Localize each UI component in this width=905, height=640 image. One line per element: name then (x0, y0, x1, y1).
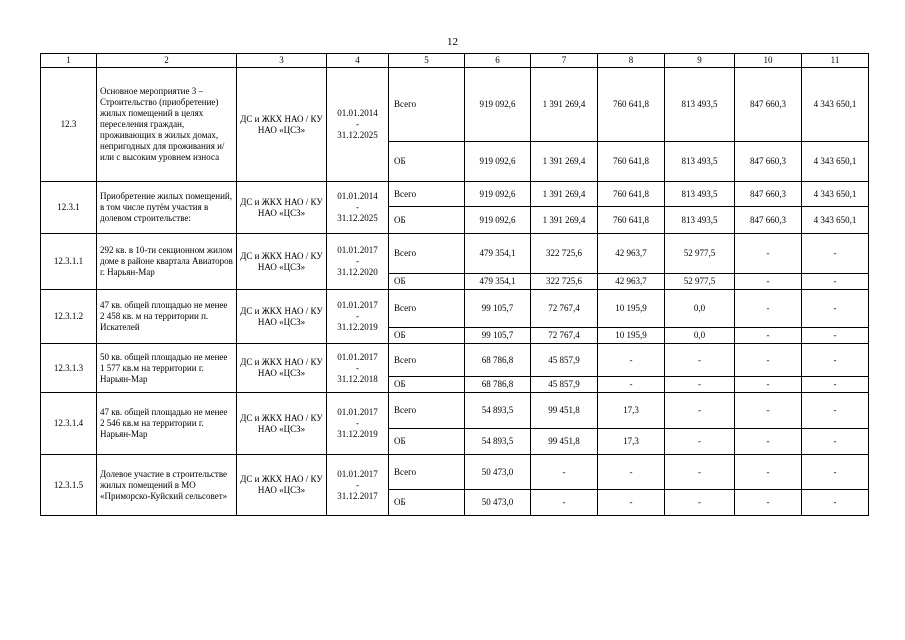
amount-cell-11: - (802, 393, 869, 429)
amount-cell-8: - (598, 344, 665, 377)
funding-source-text: ОБ (394, 214, 406, 225)
item-executor: ДС и ЖКХ НАО / КУ НАО «ЦСЗ» (237, 68, 327, 182)
amount-cell-11: - (802, 328, 869, 344)
item-period (327, 234, 389, 290)
amount-cell-6: 99 105,7 (465, 290, 531, 328)
item-name: 292 кв. в 10-ти секционном жилом доме в районе квартала Авиаторов г. Нарьян-Мар (97, 234, 237, 290)
item-name: Основное мероприятие 3 – Строительство (приобретение) жилых помещений в целях переселения граждан, проживающих в жилых домах, непригодных для проживания и/или с высоким уровнем износа (97, 68, 237, 182)
amount-cell-6: 50 473,0 (465, 490, 531, 516)
funding-source-text: ОБ (394, 156, 406, 166)
funding-source-label (389, 490, 465, 516)
amount-cell-7: - (531, 490, 598, 516)
amount-cell-6: 68 786,8 (465, 377, 531, 393)
amount-cell-7: - (531, 455, 598, 490)
col-header-2: 2 (97, 54, 237, 68)
amount-cell-9: 0,0 (665, 328, 735, 344)
item-name: 50 кв. общей площадью не менее 1 577 кв.м на территории г. Нарьян-Мар (97, 344, 237, 393)
funding-source-label (389, 290, 465, 328)
period-end: 31.12.2018 (337, 373, 378, 384)
funding-source-text: ОБ (394, 436, 406, 446)
amount-cell-10: - (735, 274, 802, 290)
amount-cell-7: 99 451,8 (531, 429, 598, 455)
amount-cell-7: 1 391 269,4 (531, 142, 598, 182)
amount-cell-8: 760 641,8 (598, 68, 665, 142)
funding-source-label (389, 182, 465, 207)
amount-cell-6: 68 786,8 (465, 344, 531, 377)
col-header-6: 6 (465, 54, 531, 68)
item-name: 47 кв. общей площадью не менее 2 546 кв.м на территории г. Нарьян-Мар (97, 393, 237, 455)
amount-cell-7: 99 451,8 (531, 393, 598, 429)
amount-cell-9: 0,0 (665, 290, 735, 328)
funding-source-text: Всего (394, 405, 417, 415)
amount-cell-6: 54 893,5 (465, 393, 531, 429)
amount-cell-8: - (598, 490, 665, 516)
amount-cell-6: 50 473,0 (465, 455, 531, 490)
header-row (41, 54, 869, 68)
amount-cell-9: - (665, 393, 735, 429)
amount-cell-7: 322 725,6 (531, 274, 598, 290)
col-header-4: 4 (327, 54, 389, 68)
amount-cell-8: 760 641,8 (598, 182, 665, 207)
amount-cell-6: 919 092,6 (465, 68, 531, 142)
period-dash: - (356, 119, 359, 129)
funding-source-text: Всего (394, 354, 417, 365)
period-end: 31.12.2017 (337, 490, 378, 501)
funding-source-text: ОБ (394, 379, 406, 389)
col-header-11: 11 (802, 54, 869, 68)
funding-source-text: ОБ (394, 330, 406, 340)
amount-cell-9: - (665, 455, 735, 490)
funding-source-label (389, 142, 465, 182)
amount-cell-11: - (802, 429, 869, 455)
item-period (327, 393, 389, 455)
amount-cell-8: - (598, 455, 665, 490)
period-start: 01.01.2017 (337, 407, 378, 417)
amount-cell-11: 4 343 650,1 (802, 207, 869, 234)
amount-cell-10: - (735, 234, 802, 274)
item-period (327, 290, 389, 344)
item-executor: ДС и ЖКХ НАО / КУ НАО «ЦСЗ» (237, 455, 327, 516)
amount-cell-10: - (735, 455, 802, 490)
item-code: 12.3 (41, 68, 97, 182)
amount-cell-11: - (802, 490, 869, 516)
item-code: 12.3.1.2 (41, 290, 97, 344)
period-start: 01.01.2014 (337, 191, 378, 201)
amount-cell-10: - (735, 344, 802, 377)
page-number: 12 (447, 36, 458, 48)
col-header-1: 1 (41, 54, 97, 68)
funding-source-label (389, 68, 465, 142)
funding-source-label (389, 377, 465, 393)
item-executor: ДС и ЖКХ НАО / КУ НАО «ЦСЗ» (237, 182, 327, 234)
amount-cell-6: 479 354,1 (465, 274, 531, 290)
period-end: 31.12.2019 (337, 429, 378, 439)
funding-source-label (389, 328, 465, 344)
amount-cell-10: - (735, 328, 802, 344)
period-end: 31.12.2025 (337, 130, 378, 140)
table-row (41, 68, 869, 142)
amount-cell-9: 813 493,5 (665, 68, 735, 142)
program-table (40, 53, 869, 516)
funding-source-text: Всего (394, 466, 417, 477)
amount-cell-7: 45 857,9 (531, 377, 598, 393)
amount-cell-8: 760 641,8 (598, 142, 665, 182)
amount-cell-10: 847 660,3 (735, 207, 802, 234)
funding-source-text: ОБ (394, 497, 406, 507)
amount-cell-8: 17,3 (598, 429, 665, 455)
item-executor: ДС и ЖКХ НАО / КУ НАО «ЦСЗ» (237, 344, 327, 393)
amount-cell-9: 813 493,5 (665, 182, 735, 207)
funding-source-text: Всего (394, 99, 417, 109)
amount-cell-6: 919 092,6 (465, 182, 531, 207)
amount-cell-11: 4 343 650,1 (802, 182, 869, 207)
period-start: 01.01.2017 (337, 300, 378, 310)
funding-source-label (389, 393, 465, 429)
col-header-3: 3 (237, 54, 327, 68)
amount-cell-8: 10 195,9 (598, 290, 665, 328)
period-dash: - (356, 311, 359, 321)
period-dash: - (356, 418, 359, 428)
item-period (327, 68, 389, 182)
item-code: 12.3.1 (41, 182, 97, 234)
amount-cell-9: 52 977,5 (665, 234, 735, 274)
amount-cell-9: - (665, 429, 735, 455)
amount-cell-7: 322 725,6 (531, 234, 598, 274)
col-header-9: 9 (665, 54, 735, 68)
amount-cell-11: - (802, 290, 869, 328)
amount-cell-6: 919 092,6 (465, 207, 531, 234)
period-dash: - (356, 256, 359, 266)
item-executor: ДС и ЖКХ НАО / КУ НАО «ЦСЗ» (237, 234, 327, 290)
period-dash: - (356, 362, 359, 373)
period-end: 31.12.2025 (337, 213, 378, 223)
amount-cell-10: 847 660,3 (735, 182, 802, 207)
period-start: 01.01.2014 (337, 108, 378, 118)
amount-cell-7: 72 767,4 (531, 328, 598, 344)
item-name: Приобретение жилых помещений, в том числе путём участия в долевом строительстве: (97, 182, 237, 234)
amount-cell-8: 10 195,9 (598, 328, 665, 344)
item-executor: ДС и ЖКХ НАО / КУ НАО «ЦСЗ» (237, 290, 327, 344)
amount-cell-11: 4 343 650,1 (802, 68, 869, 142)
period-end: 31.12.2019 (337, 322, 378, 332)
table-row (41, 455, 869, 490)
table-row (41, 290, 869, 328)
amount-cell-6: 54 893,5 (465, 429, 531, 455)
item-period (327, 182, 389, 234)
amount-cell-9: - (665, 377, 735, 393)
item-period (327, 455, 389, 516)
item-code: 12.3.1.1 (41, 234, 97, 290)
item-code: 12.3.1.3 (41, 344, 97, 393)
amount-cell-10: - (735, 429, 802, 455)
item-name: Долевое участие в строительстве жилых помещений в МО «Приморско-Куйский сельсовет» (97, 455, 237, 516)
funding-source-label (389, 429, 465, 455)
funding-source-label (389, 455, 465, 490)
amount-cell-11: - (802, 274, 869, 290)
period-end: 31.12.2020 (337, 267, 378, 277)
period-start: 01.01.2017 (337, 245, 378, 255)
col-header-7: 7 (531, 54, 598, 68)
funding-source-label (389, 207, 465, 234)
amount-cell-10: 847 660,3 (735, 142, 802, 182)
amount-cell-9: 813 493,5 (665, 142, 735, 182)
funding-source-text: Всего (394, 248, 417, 258)
amount-cell-7: 1 391 269,4 (531, 207, 598, 234)
amount-cell-8: 760 641,8 (598, 207, 665, 234)
amount-cell-8: - (598, 377, 665, 393)
amount-cell-6: 99 105,7 (465, 328, 531, 344)
item-period (327, 344, 389, 393)
table-row (41, 234, 869, 274)
amount-cell-10: - (735, 490, 802, 516)
funding-source-label (389, 234, 465, 274)
amount-cell-8: 42 963,7 (598, 234, 665, 274)
amount-cell-11: - (802, 455, 869, 490)
funding-source-label (389, 344, 465, 377)
amount-cell-10: - (735, 377, 802, 393)
amount-cell-10: - (735, 290, 802, 328)
amount-cell-11: - (802, 234, 869, 274)
item-name: 47 кв. общей площадью не менее 2 458 кв. м на территории п. Искателей (97, 290, 237, 344)
period-dash: - (356, 479, 359, 490)
funding-source-text: Всего (394, 303, 417, 313)
funding-source-text: Всего (394, 188, 417, 199)
amount-cell-7: 1 391 269,4 (531, 68, 598, 142)
amount-cell-9: 813 493,5 (665, 207, 735, 234)
period-start: 01.01.2017 (337, 351, 378, 362)
period-dash: - (356, 202, 359, 212)
amount-cell-9: 52 977,5 (665, 274, 735, 290)
amount-cell-6: 919 092,6 (465, 142, 531, 182)
amount-cell-11: 4 343 650,1 (802, 142, 869, 182)
amount-cell-11: - (802, 344, 869, 377)
amount-cell-9: - (665, 490, 735, 516)
amount-cell-10: 847 660,3 (735, 68, 802, 142)
table-row (41, 182, 869, 207)
amount-cell-11: - (802, 377, 869, 393)
amount-cell-7: 1 391 269,4 (531, 182, 598, 207)
amount-cell-8: 42 963,7 (598, 274, 665, 290)
amount-cell-8: 17,3 (598, 393, 665, 429)
col-header-5: 5 (389, 54, 465, 68)
amount-cell-7: 72 767,4 (531, 290, 598, 328)
amount-cell-9: - (665, 344, 735, 377)
item-code: 12.3.1.5 (41, 455, 97, 516)
period-start: 01.01.2017 (337, 468, 378, 479)
item-executor: ДС и ЖКХ НАО / КУ НАО «ЦСЗ» (237, 393, 327, 455)
col-header-10: 10 (735, 54, 802, 68)
table-row (41, 393, 869, 429)
amount-cell-10: - (735, 393, 802, 429)
amount-cell-7: 45 857,9 (531, 344, 598, 377)
item-code: 12.3.1.4 (41, 393, 97, 455)
funding-source-text: ОБ (394, 276, 406, 286)
table-row (41, 344, 869, 377)
funding-source-label (389, 274, 465, 290)
col-header-8: 8 (598, 54, 665, 68)
amount-cell-6: 479 354,1 (465, 234, 531, 274)
